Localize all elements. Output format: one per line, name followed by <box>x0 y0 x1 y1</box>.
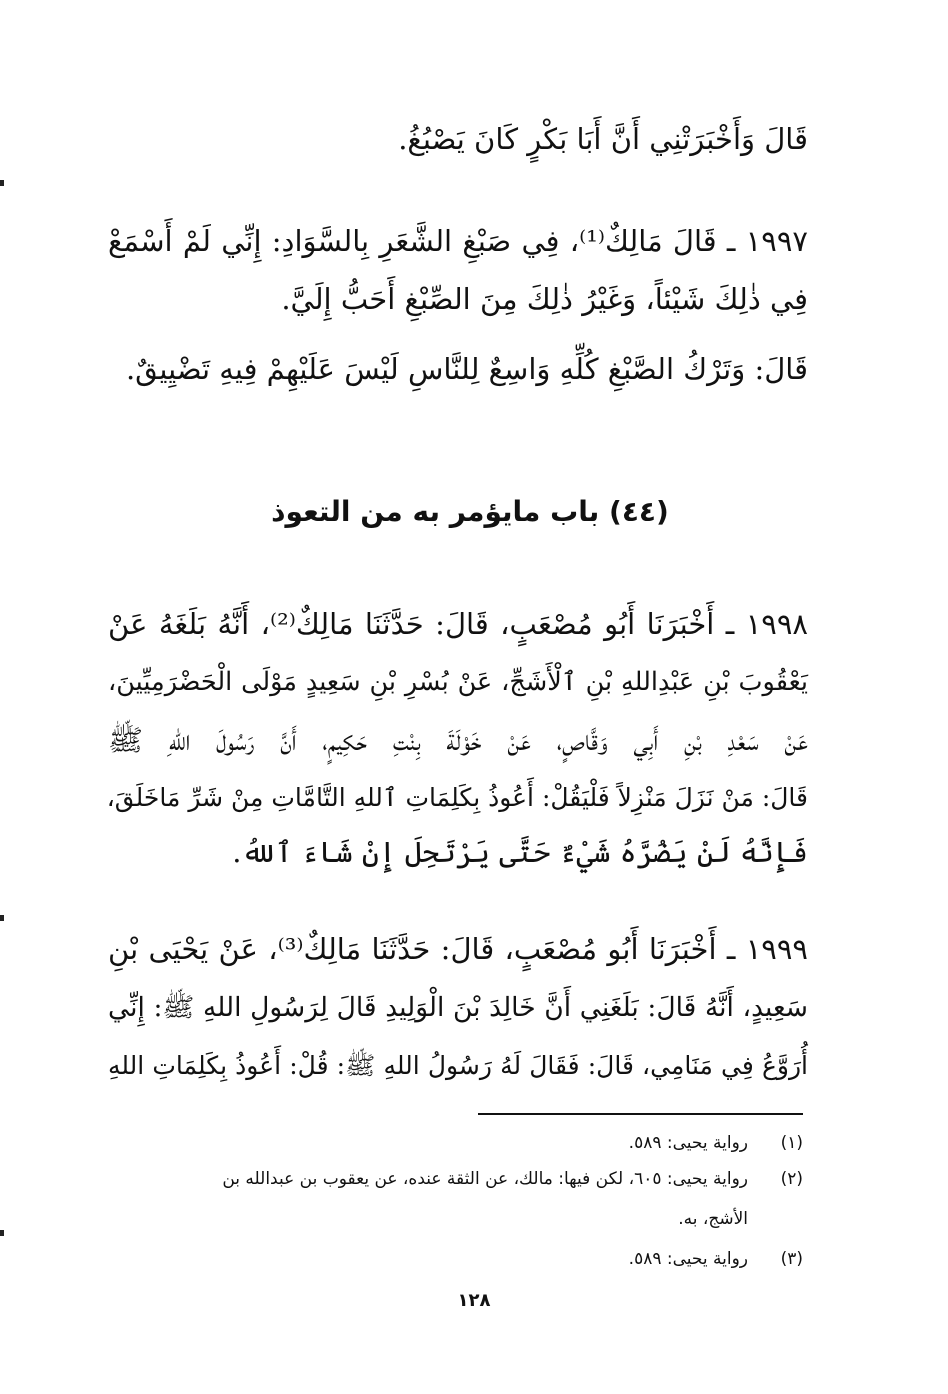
footnote-text: رواية يحيى: ٥٨٩. <box>628 1133 748 1153</box>
body-line: ١٩٩٨ ـ أَخْبَرَنَا أَبُو مُصْعَبٍ، قَالَ: حَدَّثَنَا مَالِكٌ⁽²⁾، أَنَّهُ بَلَغَهُ عَنْ <box>108 607 808 641</box>
page-number: ١٢٨ <box>457 1290 491 1311</box>
footnote-text: رواية يحيى: ٦٠٥، لكن فيها: مالك، عن الثقة عنده، عن يعقوب بن عبدالله بن <box>222 1169 748 1189</box>
footnote-continuation: الأشج، به. <box>678 1209 748 1229</box>
footnote <box>0 1206 948 1232</box>
footnote <box>0 1130 948 1156</box>
footnote-number: (١) <box>780 1133 803 1153</box>
section-heading: (٤٤) باب مايؤمر به من التعوذ <box>271 495 669 528</box>
footnote <box>0 1246 948 1272</box>
body-line: يَعْقُوبَ بْنِ عَبْدِاللهِ بْنِ ٱلْأَشَجِّ، عَنْ بُسْرِ بْنِ سَعِيدٍ مَوْلَى الْحَضْرَمِيِّينَ، <box>108 667 808 697</box>
footnote <box>0 1166 948 1192</box>
scan-mark <box>0 1230 4 1236</box>
footnote-separator <box>478 1113 803 1115</box>
body-line: سَعِيدٍ، أَنَّهُ قَالَ: بَلَغَنِي أَنَّ خَالِدَ بْنَ الْوَلِيدِ قَالَ لِرَسُولِ اللهِ ﷺ: إِنِّي <box>108 992 808 1023</box>
body-line: ١٩٩٧ ـ قَالَ مَالِكٌ⁽¹⁾، فِي صَبْغِ الشَّعَرِ بِالسَّوَادِ: إِنِّي لَمْ أَسْمَعْ <box>108 224 808 258</box>
body-line: فِي ذٰلِكَ شَيْئاً، وَغَيْرُ ذٰلِكَ مِنَ الصِّبْغِ أَحَبُّ إِلَيَّ. <box>281 282 808 316</box>
scan-mark <box>0 915 4 921</box>
body-line: عَنْ سَعْدِ بْنِ أَبِي وَقَّاصٍ، عَنْ خَوْلَةَ بِنْتِ حَكِيمٍ، أَنَّ رَسُولَ اللهِ ﷺ <box>108 723 808 757</box>
scan-mark <box>0 180 4 186</box>
body-line: قَالَ: وَتَرْكُ الصَّبْغِ كُلِّهِ وَاسِعٌ لِلنَّاسِ لَيْسَ عَلَيْهِمْ فِيهِ تَضْيِيقٌ. <box>125 352 808 386</box>
body-line: قَالَ وَأَخْبَرَتْنِي أَنَّ أَبَا بَكْرٍ كَانَ يَصْبُغُ. <box>398 122 808 156</box>
body-line: قَالَ: مَنْ نَزَلَ مَنْزِلاً فَلْيَقُلْ: أَعُوذُ بِكَلِمَاتِ ٱللهِ التَّامَّاتِ مِنْ شَرِّ مَاخَلَقَ، <box>106 783 808 812</box>
footnote-number: (٣) <box>780 1249 803 1269</box>
footnote-text: رواية يحيى: ٥٨٩. <box>628 1249 748 1269</box>
body-line: أُرَوَّعُ فِي مَنَامِي، قَالَ: فَقَالَ لَهُ رَسُولُ اللهِ ﷺ: قُلْ: أَعُوذُ بِكَلِمَاتِ اللهِ <box>108 1051 808 1080</box>
body-line: ١٩٩٩ ـ أَخْبَرَنَا أَبُو مُصْعَبٍ، قَالَ: حَدَّثَنَا مَالِكٌ⁽³⁾، عَنْ يَحْيَى بْنِ <box>108 932 808 966</box>
body-line: فَإِنَّهُ لَنْ يَضُرَّهُ شَيْءٌ حَتَّى يَرْتَحِلَ إِنْ شَاءَ ٱللهُ. <box>232 835 808 869</box>
footnote-number: (٢) <box>780 1169 803 1189</box>
